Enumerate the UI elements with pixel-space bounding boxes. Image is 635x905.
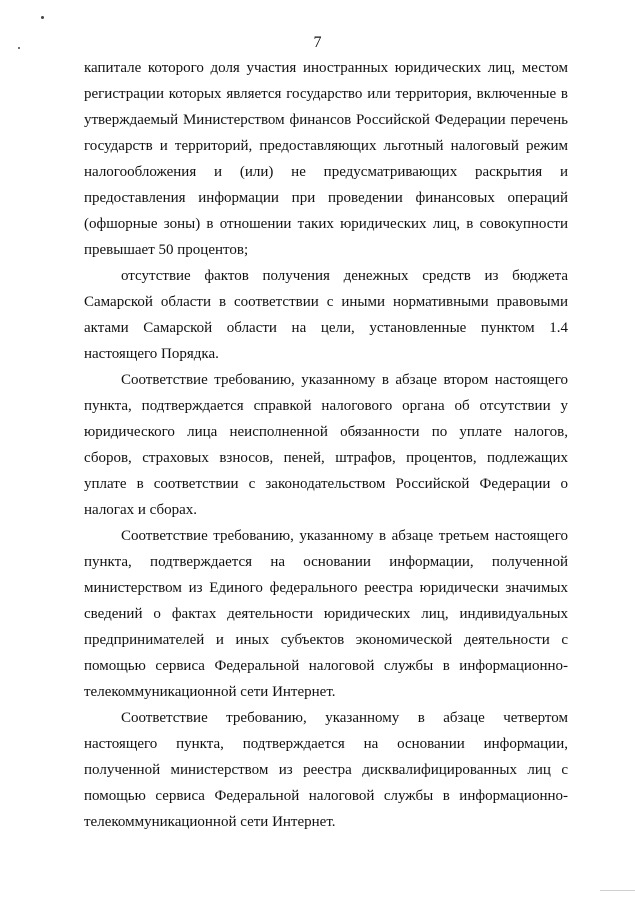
page-number: 7 bbox=[313, 34, 322, 51]
paragraph: отсутствие фактов получения денежных средств из бюджета Самарской области в соответствии с иными нормативными правовыми актами Самарской области на цели, установленные пунктом 1.4 настоящего Порядка. bbox=[84, 268, 568, 362]
document-body bbox=[84, 55, 568, 835]
scan-edge-mark bbox=[600, 890, 635, 891]
paragraph: капитале которого доля участия иностранных юридических лиц, местом регистрации которых является государство или территория, включенные в утверждаемый Министерством финансов Российской Федерации перечень государств и территорий, предоставляющих льготный налоговый режим налогообложения и (или) не предусматривающих раскрытия и предоставления информации при проведении финансовых операций (офшорные зоны) в отношении таких юридических лиц, в совокупности превышает 50 процентов; bbox=[84, 60, 568, 258]
paragraph: Соответствие требованию, указанному в абзаце втором настоящего пункта, подтверждается справкой налогового органа об отсутствии у юридического лица неисполненной обязанности по уплате налогов, сборов, страховых взносов, пеней, штрафов, процентов, подлежащих уплате в соответствии с законодательством Российской Федерации о налогах и сборах. bbox=[84, 372, 568, 518]
scan-speck bbox=[41, 16, 44, 19]
paragraph: Соответствие требованию, указанному в абзаце третьем настоящего пункта, подтверждается на основании информации, полученной министерством из Единого федерального реестра юридически значимых сведений о фактах деятельности юридических лиц, индивидуальных предпринимателей и иных субъектов экономической деятельности с помощью сервиса Федеральной налоговой службы в информационно-телекоммуникационной сети Интернет. bbox=[84, 528, 568, 700]
paragraph: Соответствие требованию, указанному в абзаце четвертом настоящего пункта, подтверждается на основании информации, полученной министерством из реестра дисквалифицированных лиц с помощью сервиса Федеральной налоговой службы в информационно-телекоммуникационной сети Интернет. bbox=[84, 710, 568, 830]
